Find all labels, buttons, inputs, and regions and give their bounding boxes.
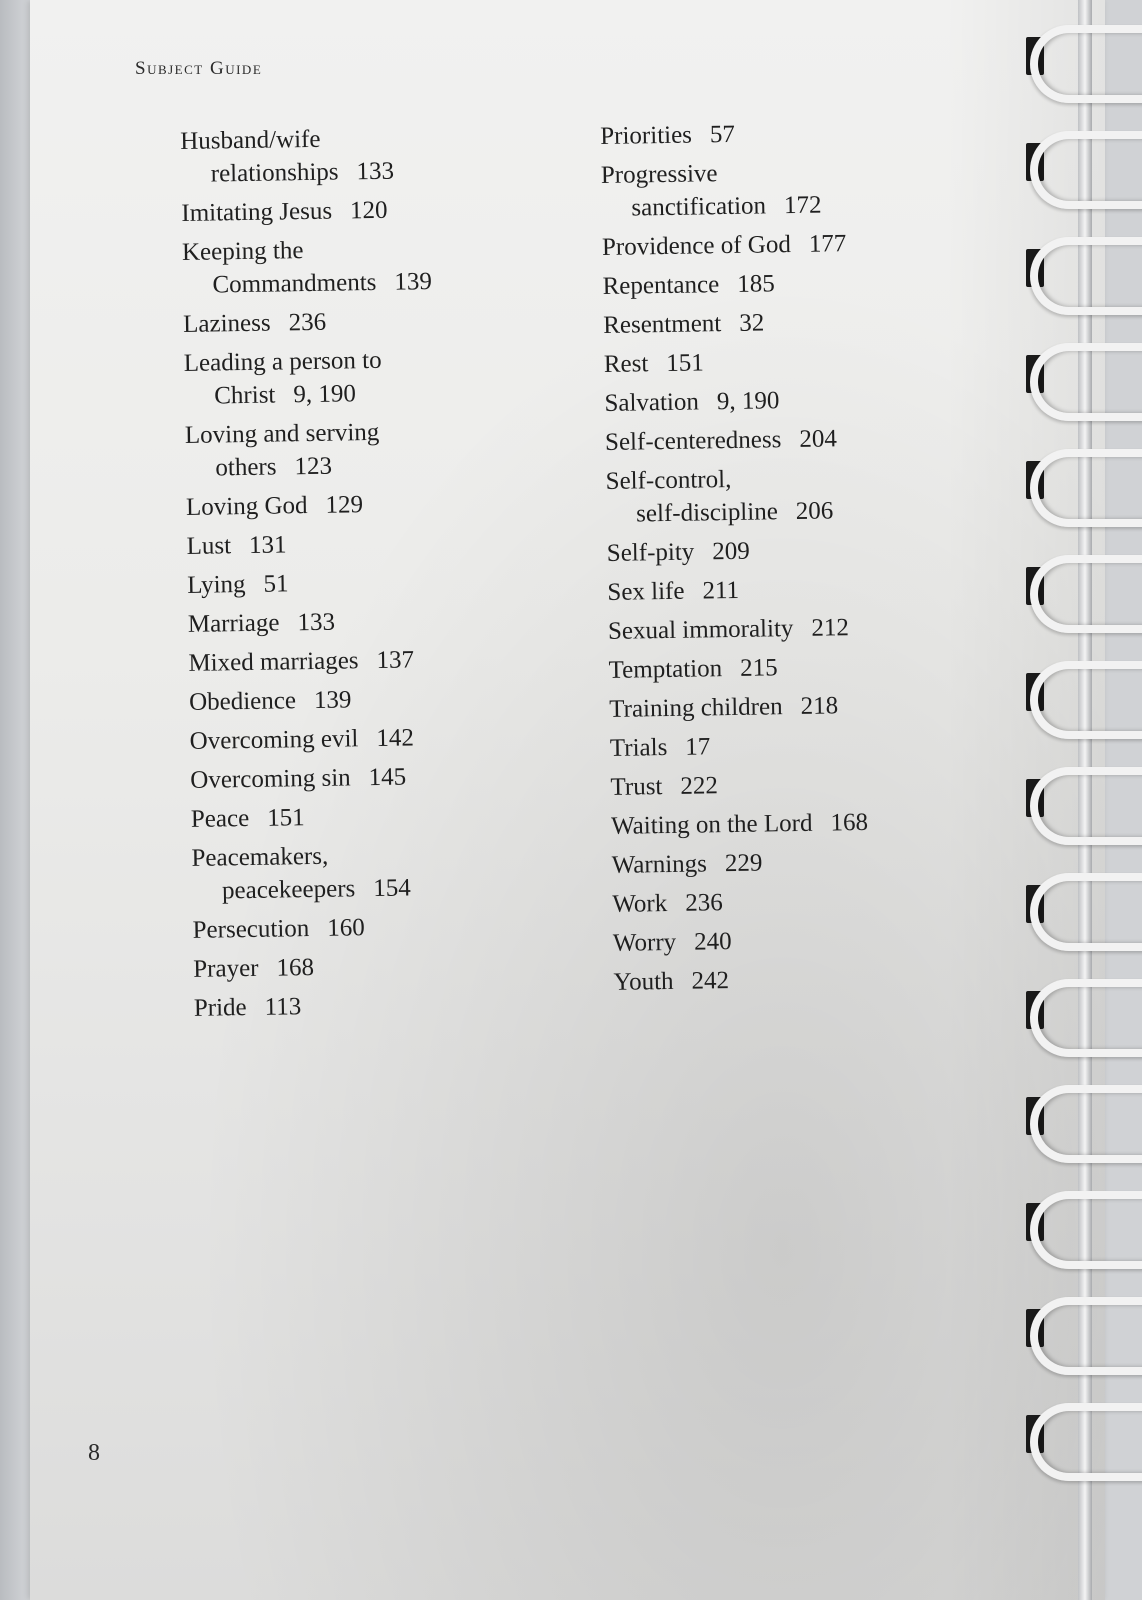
spiral-binding (1000, 0, 1142, 1600)
index-page-ref: 145 (368, 763, 407, 792)
index-term: Lust (186, 532, 232, 560)
index-page-ref: 215 (739, 654, 778, 682)
index-entry (607, 569, 1027, 609)
index-page-ref: 168 (276, 954, 315, 982)
index-entry (186, 485, 586, 524)
index-term: Progressive (600, 160, 718, 189)
index-term: Priorities (600, 121, 693, 150)
index-term: Warnings (611, 850, 708, 879)
index-entry (188, 641, 588, 680)
index-entry (180, 119, 581, 191)
index-entry (603, 302, 1023, 342)
index-term: Trials (609, 734, 668, 762)
index-term-continued (184, 374, 584, 413)
index-page-ref: 9, 190 (293, 380, 357, 409)
index-page-ref: 133 (356, 157, 395, 186)
index-entry (192, 908, 592, 947)
index-page-ref: 131 (248, 531, 287, 559)
index-term: Worry (612, 928, 677, 957)
index-page-ref: 137 (376, 646, 415, 674)
index-page-ref: 133 (297, 608, 336, 637)
index-entry (604, 380, 1024, 420)
index-entry (183, 341, 584, 413)
index-term: Providence of God (601, 231, 792, 261)
index-term-continued (606, 491, 1026, 531)
index-entry (189, 680, 589, 719)
index-term-continued (601, 185, 1021, 225)
index-entry (183, 302, 583, 341)
page-number: 8 (88, 1440, 100, 1466)
index-entry (186, 524, 586, 563)
book-page (30, 0, 1105, 1600)
index-page-ref: 139 (313, 686, 352, 714)
spiral-ring (1030, 1403, 1142, 1481)
index-page-ref: 129 (325, 491, 364, 519)
index-term: Youth (613, 967, 674, 996)
index-term-line2: self-discipline (635, 498, 779, 528)
index-term-line2: Commandments (212, 268, 377, 299)
index-term-continued (182, 263, 582, 302)
spiral-ring (1030, 343, 1142, 421)
index-term: Salvation (604, 388, 700, 417)
index-term: Self-centeredness (604, 426, 782, 456)
index-entry (189, 719, 589, 758)
index-page-ref: 185 (736, 270, 775, 298)
index-page-ref: 160 (327, 914, 365, 942)
index-entry (191, 836, 592, 908)
index-term: Leading a person to (183, 346, 382, 377)
spiral-ring (1030, 25, 1142, 103)
index-term: Waiting on the Lord (610, 809, 813, 840)
index-page-ref: 218 (800, 692, 839, 720)
spiral-ring (1030, 131, 1142, 209)
spiral-ring (1030, 767, 1142, 845)
index-entry (602, 224, 1022, 264)
spiral-ring (1030, 1297, 1142, 1375)
index-term: Training children (609, 693, 783, 723)
index-term: Husband/wife (180, 125, 321, 155)
index-entry (191, 797, 591, 836)
index-page-ref: 139 (394, 268, 433, 296)
index-term: Trust (610, 773, 663, 801)
index-page-ref: 209 (712, 537, 751, 566)
index-term: Lying (187, 571, 246, 599)
index-term-line2: relationships (210, 158, 339, 188)
index-entry (609, 686, 1029, 726)
index-page-ref: 240 (693, 928, 732, 956)
index-term: Peacemakers, (191, 842, 329, 872)
index-page-ref: 236 (685, 889, 723, 917)
spiral-ring (1030, 449, 1142, 527)
index-entry (608, 608, 1028, 648)
index-page-ref: 32 (739, 309, 765, 337)
index-page-ref: 212 (811, 614, 850, 642)
index-entry (607, 530, 1027, 570)
index-term: Obedience (188, 687, 297, 716)
index-entry (187, 563, 587, 602)
index-entry (188, 602, 588, 641)
index-term-line2: Christ (214, 381, 276, 410)
index-term: Self-pity (606, 538, 695, 567)
index-term: Temptation (608, 655, 723, 684)
index-page-ref: 206 (795, 497, 834, 525)
index-entry (185, 413, 586, 485)
spiral-ring (1030, 1085, 1142, 1163)
index-term: Sex life (607, 577, 685, 606)
index-entry (610, 725, 1030, 765)
index-term: Sexual immorality (607, 615, 794, 645)
index-term: Persecution (192, 915, 310, 944)
index-term: Rest (603, 350, 649, 378)
index-page-ref: 57 (709, 120, 736, 149)
index-entry (608, 647, 1028, 687)
index-entry (602, 263, 1022, 303)
index-page-ref: 242 (691, 967, 730, 995)
index-page-ref: 151 (266, 804, 305, 832)
index-entry (193, 947, 593, 986)
index-term: Resentment (603, 310, 722, 339)
index-page-ref: 113 (264, 993, 302, 1021)
index-page-ref: 142 (376, 724, 415, 752)
index-term-continued (192, 869, 592, 908)
index-column-right (600, 113, 1034, 1004)
index-entry (605, 419, 1025, 459)
index-entry (601, 152, 1022, 225)
index-term: Pride (193, 994, 247, 1022)
index-entry (610, 764, 1030, 804)
index-term: Mixed marriages (188, 647, 359, 677)
index-term: Overcoming sin (190, 764, 351, 794)
index-page-ref: 222 (680, 772, 719, 800)
index-page-ref: 172 (783, 191, 822, 220)
index-term: Keeping the (181, 237, 304, 266)
index-entry (604, 341, 1024, 381)
spiral-ring (1030, 555, 1142, 633)
index-entry (600, 113, 1020, 153)
index-page-ref: 51 (263, 570, 289, 598)
index-term-line2: sanctification (631, 192, 767, 222)
index-term-line2: peacekeepers (221, 875, 356, 905)
index-page-ref: 9, 190 (716, 387, 780, 416)
index-page-ref: 177 (808, 230, 847, 258)
spiral-ring (1030, 661, 1142, 739)
index-term: Self-control, (605, 465, 732, 495)
index-page-ref: 151 (666, 349, 704, 377)
index-page-ref: 168 (830, 808, 869, 837)
index-entry (612, 881, 1032, 921)
spiral-ring (1030, 237, 1142, 315)
index-entry (182, 230, 583, 302)
index-page-ref: 154 (373, 874, 411, 903)
index-page-ref: 211 (702, 576, 740, 605)
spiral-ring (1030, 979, 1142, 1057)
index-term-continued (181, 152, 581, 191)
index-term: Imitating Jesus (181, 197, 333, 227)
index-page-ref: 17 (685, 733, 711, 761)
index-term: Work (612, 890, 668, 918)
index-entry (613, 959, 1033, 999)
index-term: Marriage (187, 609, 280, 638)
spiral-ring (1030, 1191, 1142, 1269)
index-term: Loving and serving (184, 418, 380, 449)
index-entry (194, 986, 594, 1025)
index-page-ref: 204 (799, 425, 838, 453)
spiral-ring (1030, 873, 1142, 951)
index-term-line2: others (215, 453, 277, 482)
index-term: Peace (190, 805, 250, 833)
index-page-ref: 123 (294, 452, 333, 481)
index-term: Repentance (602, 271, 720, 300)
index-term-continued (185, 446, 585, 485)
index-entry (611, 842, 1031, 882)
index-term: Overcoming evil (189, 725, 359, 755)
index-column-left (180, 119, 594, 1031)
index-entry (613, 920, 1033, 960)
index-entry (190, 758, 590, 797)
index-entry (181, 191, 581, 230)
running-head: Subject Guide (135, 58, 263, 79)
index-page-ref: 229 (724, 849, 763, 878)
index-term: Loving God (185, 492, 308, 521)
index-page-ref: 236 (288, 308, 327, 337)
index-term: Prayer (193, 954, 259, 983)
index-entry (611, 803, 1031, 843)
index-page-ref: 120 (349, 196, 388, 225)
index-term: Laziness (182, 309, 271, 338)
index-entry (605, 458, 1026, 531)
